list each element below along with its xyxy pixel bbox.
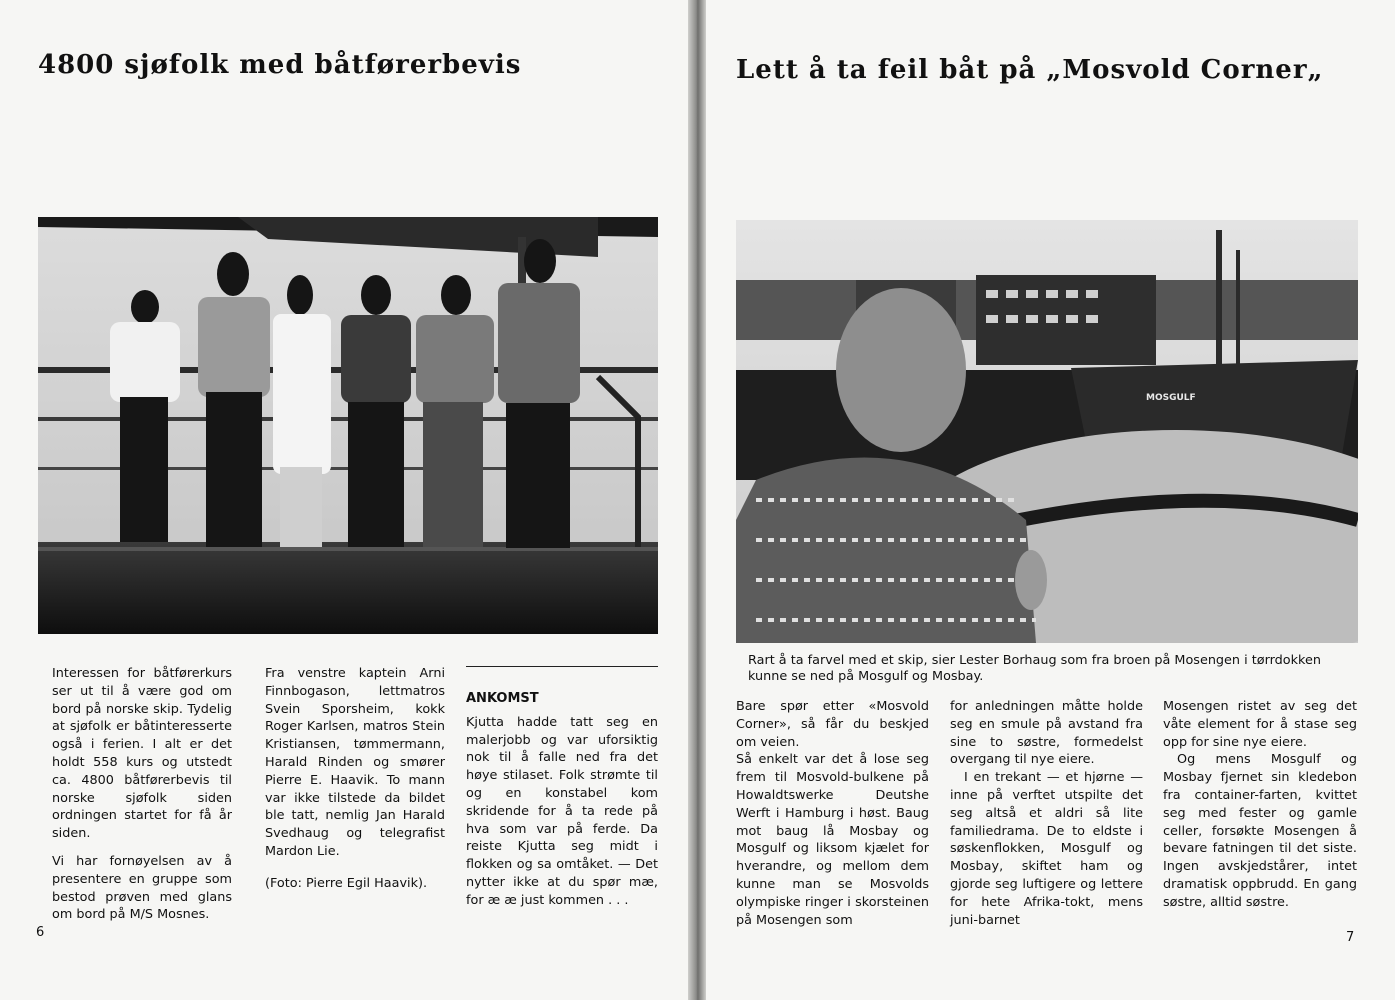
left-headline: 4800 sjøfolk med båtførerbevis <box>38 50 522 80</box>
paragraph: Kjutta hadde tatt seg en malerjobb og var uforsiktig nok til å falle ned fra det høye stilaset. Folk strømte til og en konstabel kom skridende for å ta rede på hva som var på ferde. Da reiste Kjutta seg midt i flokken og sa omtåket. — Det nytter ikke at du spør mæ, for æ æ just kommen . . . <box>466 714 658 908</box>
paragraph: Bare spør etter «Mosvold Corner», så får du beskjed om veien. <box>736 699 929 750</box>
ankomst-heading: ANKOMST <box>466 691 539 706</box>
paragraph: for anledningen måtte holde seg en smule på avstand fra sine to søstre, formedelst overgang til nye eiere. <box>950 699 1143 768</box>
photo-credit: (Foto: Pierre Egil Haavik). <box>265 875 428 891</box>
photo-caption: Rart å ta farvel med et skip, sier Lester Borhaug som fra broen på Mosengen i tørrdokken kunne se ned på Mosgulf og Mosbay. <box>748 653 1321 684</box>
left-column-1 <box>52 665 232 934</box>
right-column-1 <box>736 698 929 939</box>
divider-rule <box>466 666 658 667</box>
paragraph: I en trekant — et hjørne — inne på verftet utspilte det seg altså et aldri så lite familiedrama. De to eldste i søskenflokken, Mosgulf og Mosbay, skiftet ham og gjorde seg luftigere og lettere for hete Afrika-tokt, mens juni-barnet <box>950 770 1143 928</box>
paragraph: Mosengen ristet av seg det våte element for å stase seg opp for sine nye eiere. <box>1163 699 1357 750</box>
left-page <box>0 0 688 1000</box>
left-column-3 <box>466 690 658 920</box>
crew-group-photo <box>38 217 658 634</box>
book-gutter <box>688 0 706 1000</box>
right-column-2 <box>950 698 1143 939</box>
right-page <box>706 0 1395 1000</box>
paragraph: Fra venstre kaptein Arni Finnbogason, lettmatros Svein Sporsheim, kokk Roger Karlsen, matros Stein Kristiansen, tømmermann, Harald Rinden og smører Pierre E. Haavik. To mann var ikke tilstede da bildet ble tatt, nemlig Jan Harald Svedhaug og telegrafist Mardon Lie. <box>265 666 445 859</box>
right-column-3 <box>1163 698 1357 922</box>
ship-name-label: MOSGULF <box>1146 393 1196 403</box>
paragraph: Og mens Mosgulf og Mosbay fjernet sin kledebon fra container-farten, kvittet seg med fester og gamle celler, forsøkte Mosengen å bevare fatningen til det siste. Ingen avskjedstårer, intet dramatisk oppbrudd. En gang søstre, alltid søstre. <box>1163 752 1357 910</box>
left-column-2 <box>265 665 445 903</box>
paragraph: Så enkelt var det å lose seg frem til Mosvold-bulkene på Howaldtswerke Deutshe Werft i Hamburg i høst. Baug mot baug lå Mosbay og Mosgulf og liksom kjælet for hverandre, og mellom dem kunne man se Mosvolds olympiske ringer i skorsteinen på Mosengen som <box>736 752 929 928</box>
paragraph: Interessen for båtførerkurs ser ut til å være god om bord på norske skip. Tydelig at sjøfolk er båtinteresserte også i ferien. I alt er det holdt 558 kurs og utstedt ca. 4800 båtførerbevis til norske sjøfolk siden ordningen startet for få år siden. <box>52 666 232 842</box>
page-number-right: 7 <box>1346 930 1355 945</box>
dock-portrait-photo <box>736 220 1358 643</box>
right-headline: Lett å ta feil båt på „Mosvold Corner„ <box>736 55 1324 85</box>
paragraph: Vi har fornøyelsen av å presentere en gruppe som bestod prøven med glans om bord på M/S Mosnes. <box>52 853 232 923</box>
page-number-left: 6 <box>36 925 45 940</box>
